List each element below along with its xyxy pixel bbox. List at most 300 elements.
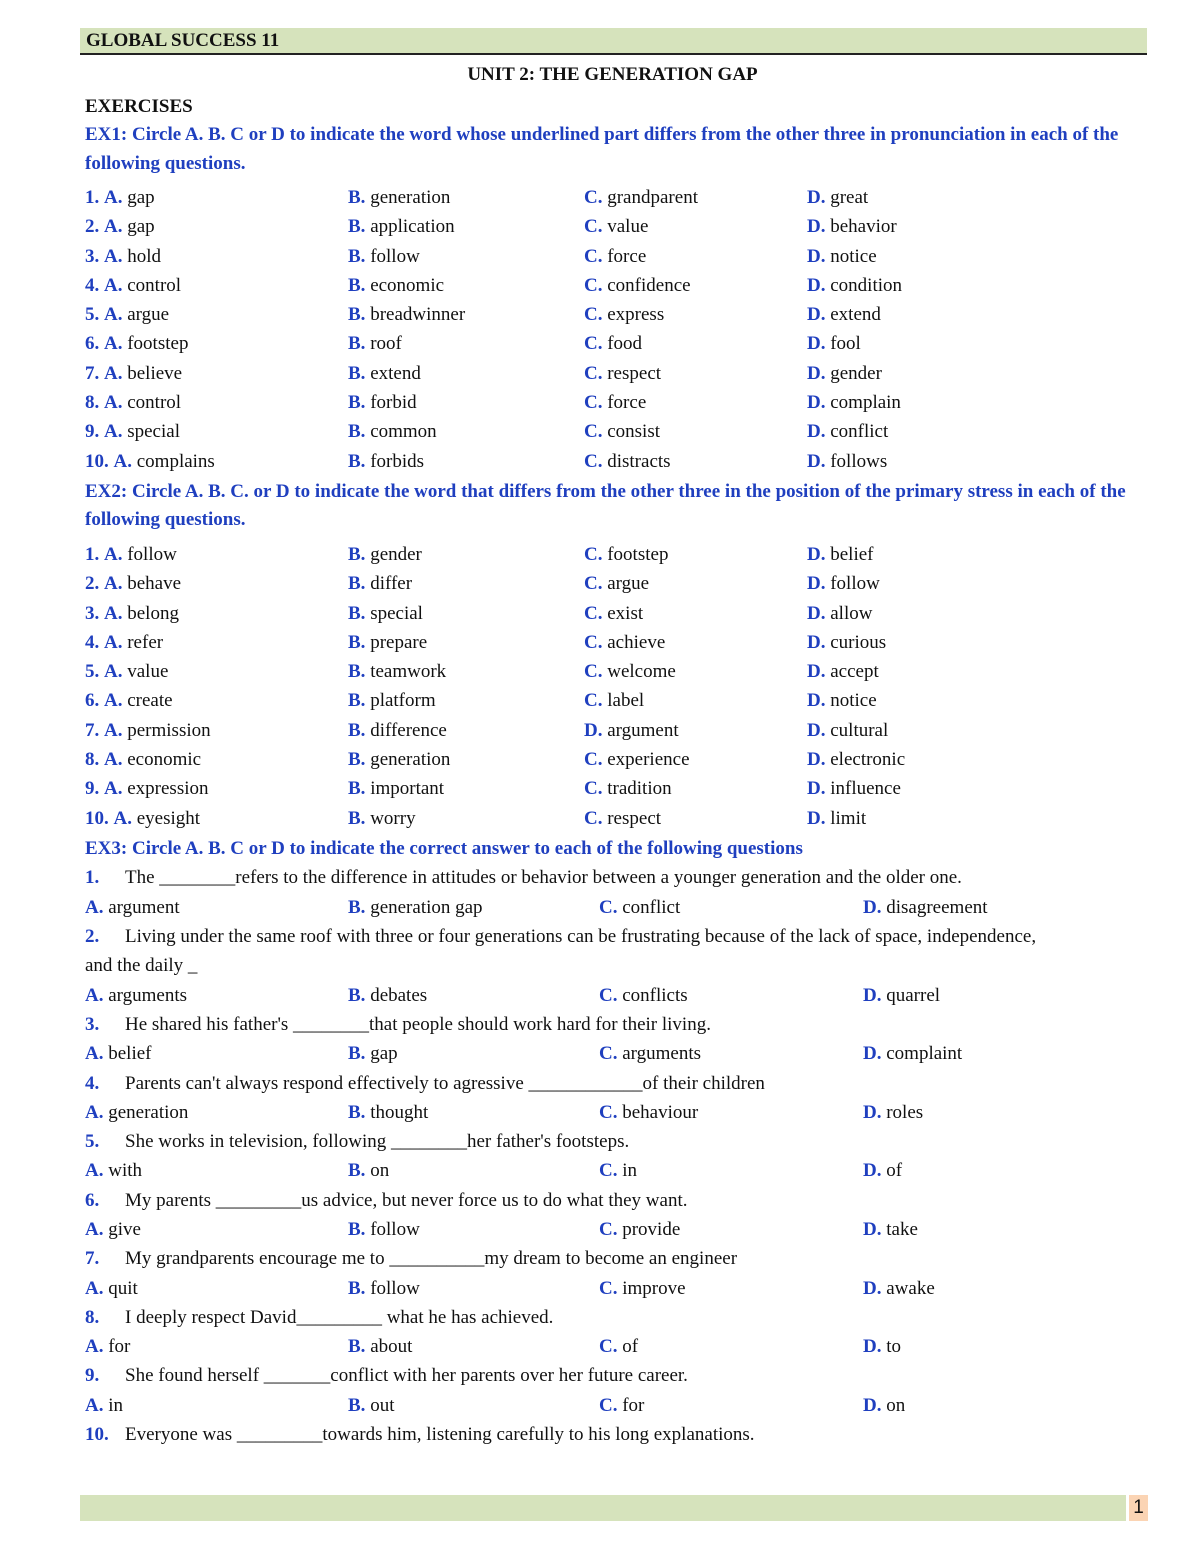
question-text: Everyone was _________towards him, listening carefully to his long explanations.	[125, 1424, 755, 1446]
ex1-question-list	[85, 183, 1145, 476]
option-word: control	[127, 274, 182, 296]
option-letter: A.	[85, 984, 104, 1006]
option-word: fool	[830, 333, 861, 355]
question-row	[85, 359, 1145, 388]
option-b	[348, 716, 447, 745]
option-letter: A.	[85, 1160, 104, 1182]
option-word: roles	[886, 1101, 924, 1123]
option-c	[584, 774, 672, 803]
ex2-question-list	[85, 540, 1145, 833]
option-word: of	[622, 1336, 639, 1358]
option-letter: A.	[85, 1394, 104, 1416]
option-d	[807, 242, 877, 271]
option-letter: C.	[599, 1101, 618, 1123]
answer-row	[85, 1274, 1145, 1303]
option-letter: B.	[348, 1160, 366, 1182]
option-word: force	[607, 245, 647, 267]
question-stem	[85, 1010, 1145, 1039]
option-letter: B.	[348, 1219, 366, 1240]
option-word: disagreement	[886, 896, 988, 918]
option-word: prepare	[370, 631, 428, 653]
option-b	[348, 569, 412, 598]
answer-row	[85, 1332, 1145, 1361]
option-letter: D.	[863, 984, 882, 1006]
option-letter: D.	[807, 719, 826, 741]
option-c	[584, 300, 664, 329]
answer-row	[85, 1098, 1145, 1127]
option-word: accept	[830, 661, 879, 683]
content	[85, 92, 1145, 1449]
option-word: footstep	[127, 333, 189, 355]
answer-d	[863, 1098, 923, 1127]
question-row	[85, 657, 1145, 686]
answer-b	[348, 1039, 398, 1068]
option-d	[807, 417, 888, 446]
option-letter: D.	[863, 896, 882, 918]
option-letter: C.	[584, 690, 603, 712]
option-d	[807, 212, 897, 241]
option-d	[807, 686, 877, 715]
option-letter: C.	[584, 333, 603, 355]
option-d	[807, 447, 887, 476]
option-letter: B.	[348, 690, 366, 712]
question-row	[85, 540, 1145, 569]
option-letter: B.	[348, 1043, 366, 1065]
answer-c	[599, 1215, 680, 1244]
question-text: He shared his father's ________that people should work hard for their living.	[125, 1013, 711, 1035]
option-b	[348, 359, 421, 388]
option-letter: C.	[584, 187, 603, 208]
option-word: platform	[370, 690, 436, 712]
option-a	[85, 212, 155, 241]
answer-row	[85, 981, 1145, 1010]
option-letter: B.	[348, 421, 366, 443]
option-word: conflict	[622, 896, 681, 918]
option-word: economic	[127, 749, 202, 771]
option-letter: B.	[348, 602, 366, 624]
question-number: 5.	[85, 661, 100, 683]
option-word: quarrel	[886, 984, 941, 1006]
option-word: curious	[830, 631, 887, 653]
option-d	[807, 388, 901, 417]
option-word: quit	[108, 1277, 138, 1299]
question-stem	[85, 1361, 1145, 1390]
option-word: thought	[370, 1101, 429, 1123]
option-word: limit	[830, 807, 867, 829]
option-word: exist	[607, 602, 644, 624]
option-b	[348, 447, 424, 476]
section-label: EXERCISES	[85, 96, 193, 117]
option-letter: B.	[348, 984, 366, 1006]
question-number: 3.	[85, 1013, 100, 1035]
option-letter: C.	[584, 543, 603, 565]
question-number: 9.	[85, 778, 100, 800]
ex3-question-list	[85, 863, 1145, 1449]
ex1-instruction: EX1: Circle A. B. C or D to indicate the word whose underlined part differs from the other three in pronunciation in each of the following questions.	[85, 124, 1119, 174]
option-letter: A.	[104, 274, 123, 296]
option-b	[348, 804, 416, 833]
option-word: forbids	[370, 450, 425, 472]
question-row	[85, 388, 1145, 417]
option-a	[85, 329, 188, 358]
answer-a	[85, 1391, 123, 1420]
option-letter: A.	[104, 187, 123, 208]
answer-a	[85, 1215, 141, 1244]
answer-row	[85, 1391, 1145, 1420]
question-number: 7.	[85, 1248, 100, 1270]
question-text: I deeply respect David_________ what he has achieved.	[125, 1306, 554, 1328]
option-letter: A.	[104, 631, 123, 653]
question-stem	[85, 1420, 1145, 1449]
option-letter: D.	[807, 690, 826, 712]
option-letter: D.	[807, 450, 826, 472]
option-d	[807, 774, 901, 803]
question-number: 4.	[85, 1072, 100, 1094]
option-b	[348, 212, 455, 241]
answer-c	[599, 1098, 698, 1127]
option-word: follow	[830, 573, 880, 595]
option-word: follow	[127, 543, 177, 565]
option-letter: A.	[85, 1043, 104, 1065]
option-c	[584, 417, 660, 446]
option-letter: A.	[104, 421, 123, 443]
question-stem	[85, 863, 1145, 892]
option-letter: B.	[348, 187, 366, 208]
option-word: economic	[370, 274, 445, 296]
option-word: follow	[370, 1219, 420, 1240]
option-letter: B.	[348, 274, 366, 296]
option-letter: C.	[584, 450, 603, 472]
option-word: argue	[607, 573, 650, 595]
option-letter: A.	[85, 1219, 104, 1240]
option-word: provide	[622, 1219, 681, 1240]
option-word: about	[370, 1336, 413, 1358]
answer-a	[85, 1098, 188, 1127]
option-a	[85, 628, 163, 657]
question-stem	[85, 1127, 1145, 1156]
option-word: belief	[108, 1043, 152, 1065]
option-word: conflict	[830, 421, 889, 443]
option-word: belief	[830, 543, 874, 565]
question-row	[85, 329, 1145, 358]
question-number: 5.	[85, 304, 100, 326]
option-word: gender	[370, 543, 422, 565]
option-letter: D.	[807, 362, 826, 384]
option-letter: C.	[599, 1043, 618, 1065]
question-number: 9.	[85, 1365, 100, 1387]
option-word: improve	[622, 1277, 686, 1299]
question-stem	[85, 1244, 1145, 1273]
question-row	[85, 569, 1145, 598]
option-word: value	[607, 216, 649, 238]
option-letter: B.	[348, 362, 366, 384]
question-row	[85, 417, 1145, 446]
answer-a	[85, 981, 187, 1010]
question-number: 3.	[85, 245, 100, 267]
option-d	[807, 540, 874, 569]
option-c	[584, 242, 646, 271]
option-letter: D.	[807, 778, 826, 800]
option-d	[807, 329, 861, 358]
option-d	[807, 569, 880, 598]
option-word: argument	[607, 719, 679, 741]
option-a	[85, 242, 161, 271]
answer-row	[85, 893, 1145, 922]
option-word: differ	[370, 573, 413, 595]
option-d	[807, 628, 886, 657]
option-letter: B.	[348, 333, 366, 355]
option-word: out	[370, 1394, 395, 1416]
option-letter: D.	[807, 304, 826, 326]
answer-d	[863, 1156, 902, 1185]
option-letter: A.	[113, 450, 132, 472]
option-letter: A.	[85, 1277, 104, 1299]
option-word: great	[830, 187, 869, 208]
option-letter: D.	[807, 602, 826, 624]
option-word: difference	[370, 719, 447, 741]
option-word: special	[370, 602, 423, 624]
option-letter: B.	[348, 896, 366, 918]
option-word: tradition	[607, 778, 672, 800]
option-word: notice	[830, 690, 877, 712]
option-letter: D.	[863, 1336, 882, 1358]
option-a	[85, 540, 177, 569]
option-word: on	[370, 1160, 390, 1182]
option-word: complains	[136, 450, 215, 472]
option-letter: D.	[807, 392, 826, 414]
option-word: express	[607, 304, 665, 326]
option-word: hold	[127, 245, 162, 267]
option-word: to	[886, 1336, 902, 1358]
answer-b	[348, 1274, 420, 1303]
option-word: respect	[607, 362, 662, 384]
option-letter: A.	[85, 1101, 104, 1123]
question-stem	[85, 1186, 1145, 1215]
question-row	[85, 447, 1145, 476]
option-letter: A.	[104, 602, 123, 624]
option-word: follows	[830, 450, 888, 472]
question-number: 7.	[85, 362, 100, 384]
answer-row	[85, 1039, 1145, 1068]
option-a	[85, 447, 215, 476]
question-row	[85, 212, 1145, 241]
option-letter: C.	[584, 661, 603, 683]
question-stem	[85, 922, 1045, 981]
answer-c	[599, 1332, 638, 1361]
option-letter: B.	[348, 304, 366, 326]
answer-a	[85, 893, 180, 922]
option-word: experience	[607, 749, 690, 771]
option-word: control	[127, 392, 182, 414]
question-number: 6.	[85, 333, 100, 355]
option-letter: C.	[599, 984, 618, 1006]
question-row	[85, 300, 1145, 329]
option-c	[584, 599, 643, 628]
answer-row	[85, 1215, 1145, 1244]
question-text: Parents can't always respond effectively to agressive ____________of their children	[125, 1072, 765, 1094]
option-letter: C.	[584, 807, 603, 829]
answer-d	[863, 893, 988, 922]
option-letter: A.	[104, 719, 123, 741]
option-a	[85, 417, 180, 446]
option-word: allow	[830, 602, 873, 624]
option-word: teamwork	[370, 661, 447, 683]
ex3-instruction: EX3: Circle A. B. C or D to indicate the correct answer to each of the following questions	[85, 837, 803, 859]
option-c	[584, 540, 668, 569]
option-word: special	[127, 421, 180, 443]
option-b	[348, 183, 450, 212]
option-letter: C.	[584, 749, 603, 771]
question-text: My grandparents encourage me to __________my dream to become an engineer	[125, 1248, 738, 1270]
option-letter: A.	[85, 1336, 104, 1358]
option-a	[85, 183, 155, 212]
answer-a	[85, 1332, 130, 1361]
option-word: for	[622, 1394, 645, 1416]
option-c	[584, 183, 698, 212]
option-word: refer	[127, 631, 164, 653]
option-word: generation	[370, 749, 451, 771]
option-letter: A.	[104, 216, 123, 238]
page-number: 1	[1129, 1495, 1148, 1521]
option-word: complain	[830, 392, 901, 414]
option-word: application	[370, 216, 455, 238]
option-word: generation	[108, 1101, 189, 1123]
option-letter: B.	[348, 778, 366, 800]
option-letter: D.	[807, 216, 826, 238]
option-word: in	[622, 1160, 638, 1182]
option-a	[85, 686, 173, 715]
answer-row	[85, 1156, 1145, 1185]
option-letter: A.	[104, 304, 123, 326]
option-letter: A.	[104, 749, 123, 771]
option-letter: C.	[599, 1219, 618, 1240]
option-a	[85, 599, 179, 628]
question-number: 1.	[85, 543, 100, 565]
option-letter: A.	[104, 690, 123, 712]
option-a	[85, 716, 211, 745]
option-d	[807, 804, 866, 833]
option-d	[807, 657, 879, 686]
option-letter: D.	[863, 1160, 882, 1182]
option-letter: C.	[584, 304, 603, 326]
option-letter: D.	[863, 1101, 882, 1123]
question-row	[85, 745, 1145, 774]
option-letter: A.	[104, 245, 123, 267]
option-a	[85, 774, 209, 803]
option-word: follow	[370, 245, 420, 267]
option-word: expression	[127, 778, 209, 800]
answer-c	[599, 1156, 637, 1185]
question-number: 7.	[85, 719, 100, 741]
question-number: 10.	[85, 1424, 109, 1446]
option-letter: D.	[863, 1219, 882, 1240]
option-letter: C.	[599, 1394, 618, 1416]
question-stem	[85, 1303, 1145, 1332]
option-word: forbid	[370, 392, 417, 414]
option-c	[584, 628, 665, 657]
option-letter: D.	[863, 1043, 882, 1065]
answer-c	[599, 1391, 644, 1420]
option-letter: C.	[599, 896, 618, 918]
answer-d	[863, 1391, 905, 1420]
option-b	[348, 657, 446, 686]
option-a	[85, 388, 181, 417]
option-c	[584, 388, 646, 417]
option-c	[584, 447, 671, 476]
option-letter: C.	[584, 216, 603, 238]
question-number: 5.	[85, 1131, 100, 1153]
question-number: 6.	[85, 1189, 100, 1211]
question-row	[85, 774, 1145, 803]
option-word: conflicts	[622, 984, 688, 1006]
option-c	[584, 212, 648, 241]
question-text: Living under the same roof with three or four generations can be frustrating because of the lack of space, independence, and the daily _	[85, 926, 1037, 977]
option-letter: C.	[584, 421, 603, 443]
option-letter: D.	[863, 1277, 882, 1299]
option-letter: A.	[104, 392, 123, 414]
answer-d	[863, 1039, 962, 1068]
question-text: The ________refers to the difference in attitudes or behavior between a younger generation and the older one.	[125, 867, 962, 889]
option-word: respect	[607, 807, 662, 829]
option-b	[348, 774, 444, 803]
option-c	[584, 657, 676, 686]
option-b	[348, 628, 427, 657]
option-word: gap	[370, 1043, 398, 1065]
option-letter: A.	[104, 661, 123, 683]
option-word: welcome	[607, 661, 676, 683]
unit-title: UNIT 2: THE GENERATION GAP	[467, 64, 758, 85]
option-word: force	[607, 392, 647, 414]
option-word: give	[108, 1219, 141, 1240]
answer-c	[599, 981, 688, 1010]
option-word: common	[370, 421, 437, 443]
option-letter: B.	[348, 631, 366, 653]
question-number: 4.	[85, 274, 100, 296]
option-b	[348, 388, 417, 417]
option-letter: B.	[348, 573, 366, 595]
option-b	[348, 599, 423, 628]
question-number: 10.	[85, 807, 109, 829]
option-b	[348, 540, 422, 569]
question-number: 2.	[85, 926, 100, 948]
question-number: 3.	[85, 602, 100, 624]
option-c	[584, 359, 661, 388]
answer-a	[85, 1156, 142, 1185]
question-stem	[85, 1069, 1145, 1098]
footer-bar	[80, 1495, 1126, 1521]
question-number: 8.	[85, 392, 100, 414]
answer-b	[348, 1391, 394, 1420]
question-number: 4.	[85, 631, 100, 653]
question-number: 1.	[85, 187, 100, 208]
option-letter: D.	[807, 573, 826, 595]
option-letter: B.	[348, 807, 366, 829]
option-letter: C.	[599, 1160, 618, 1182]
option-word: food	[607, 333, 643, 355]
option-letter: D.	[807, 274, 826, 296]
option-letter: C.	[584, 631, 603, 653]
option-c	[584, 716, 679, 745]
option-letter: A.	[104, 543, 123, 565]
option-letter: B.	[348, 1394, 366, 1416]
option-letter: C.	[584, 602, 603, 624]
option-word: gender	[830, 362, 882, 384]
option-word: behave	[127, 573, 182, 595]
answer-b	[348, 1215, 420, 1244]
option-d	[807, 300, 881, 329]
option-word: on	[886, 1394, 906, 1416]
option-word: consist	[607, 421, 661, 443]
